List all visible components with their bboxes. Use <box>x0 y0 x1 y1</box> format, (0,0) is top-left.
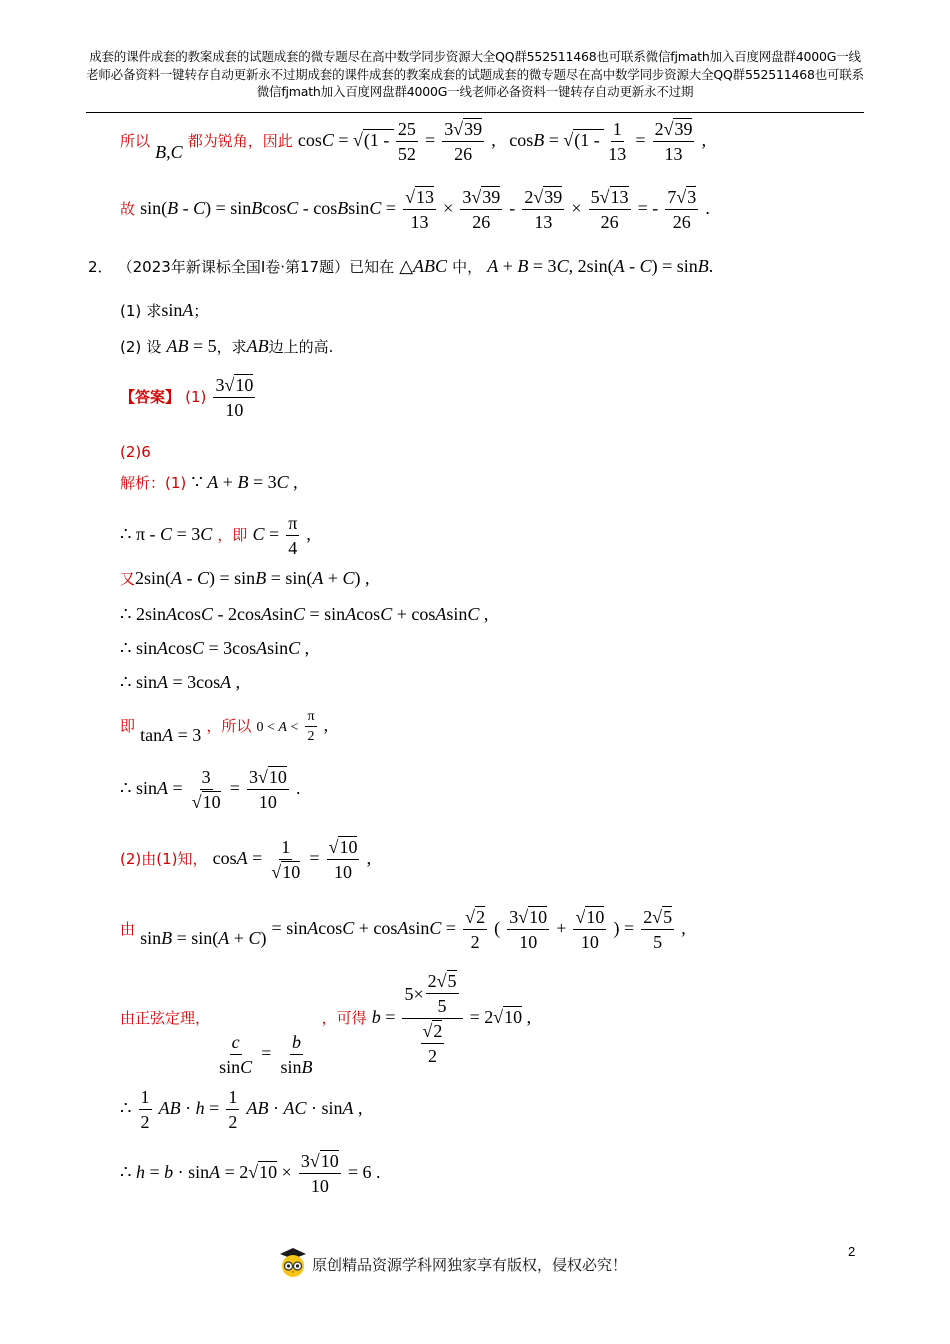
q2-text: 设 <box>146 338 162 356</box>
text-suoyi2: ，所以 <box>206 717 252 735</box>
solution-step-5: ∴ sinAcosC = 3cosAsinC , <box>120 638 310 658</box>
frac-25-52: $\frac{25}{52}$ <box>397 119 416 164</box>
text-suoyi: 所以 <box>120 132 151 150</box>
text-bc: B,C <box>155 142 183 162</box>
text-gu: 故 <box>120 200 136 218</box>
text-ji: ，即 <box>217 526 248 544</box>
text-you: 又 <box>120 570 136 588</box>
text-dou-wei-ruijiao: 都为锐角，因此 <box>187 132 293 150</box>
text-zhong: 中， <box>452 258 483 276</box>
text-zhengxian: 由正弦定理， <box>120 1009 211 1027</box>
q1-text: 求 <box>146 302 162 320</box>
question-1: (1) 求sinA； <box>120 300 209 320</box>
problem-source: （2023年新课标全国Ⅰ卷·第17题）已知在 <box>117 258 395 276</box>
answer-part2-label: (2)6 <box>120 443 151 461</box>
solution-step-3: 又2sin(A - C) = sinB = sin(A + C) , <box>120 568 370 588</box>
frac-2sqrt39-13: $\frac{2√39}{13}$ <box>654 119 693 164</box>
question-2: (2) 设 AB = 5，求AB边上的高. <box>120 336 334 356</box>
solution-step-2: ∴ π - C = 3C ，即 C = $\frac{\pi}{4}$ , <box>120 513 311 558</box>
q2-text3: 边上的高. <box>268 338 334 356</box>
scholar-owl-icon <box>276 1245 310 1279</box>
text-kede: ，可得 <box>321 1009 367 1027</box>
answer-tag: 【答案】 <box>120 388 181 406</box>
solution-step-1: 解析：(1) ∵ A + B = 3C , <box>120 472 298 492</box>
page-number: 2 <box>848 1244 856 1259</box>
answer-part1: 【答案】 (1) $\frac{3√10}{10}$ <box>120 375 254 420</box>
triangle-abc: △ABC <box>399 256 448 276</box>
q2-text2: ，求 <box>216 338 247 356</box>
solution-part2-step-5: ∴ h = b · sinA = 2√10 × $\frac{3√10}{10}$ = 6 . <box>120 1151 381 1196</box>
header-divider <box>86 112 864 113</box>
text-part2-intro: (2)由(1)知， <box>120 850 208 868</box>
text-ji2: 即 <box>120 717 136 735</box>
solution-part2-step-2: 由 sinB = sin(A + C) = sinAcosC + cosAsinC = $\frac{√2}{2}$ ( $\frac{3√10}{10}$ + $\frac{√10}{10}$ ) = $\frac{2√5}{5}$ , <box>120 907 686 952</box>
q2-label: (2) <box>120 338 142 356</box>
text-jiexi: 解析：(1) <box>120 474 187 492</box>
solution-step-6: ∴ sinA = 3cosA , <box>120 672 241 692</box>
problem-number: 2． <box>88 258 113 276</box>
solution-part2-step-4: ∴ $\frac{1}{2}$ AB · h = $\frac{1}{2}$ AB · AC · sinA , <box>120 1087 363 1132</box>
q1-tail: ； <box>193 302 209 320</box>
answer-part1-label: (1) <box>185 388 207 406</box>
frac-1-13: $\frac{1}{13}$ <box>608 119 627 164</box>
text-you2: 由 <box>120 920 136 938</box>
solution-line-cosines: 所以 B,C 都为锐角，因此 cosC = √(1 - $\frac{25}{52}$ = $\frac{3√39}{26}$ , cosB = √(1 - $\frac{1}{13}$ = $\frac{2√39}{13}$ , <box>120 119 707 164</box>
page-header: 成套的课件成套的教案成套的试题成套的微专题尽在高中数学同步资源大全QQ群552511468也可联系微信fjmath加入百度网盘群4000G一线老师必备资料一键转存自动更新永不过期成套的课件成套的教案成套的试题成套的微专题尽在高中数学同步资源大全QQ群552511468也可联系微信fjmath加入百度网盘群4000G一线老师必备资料一键转存自动更新永不过期 <box>86 49 864 99</box>
problem-2-statement: 2． （2023年新课标全国Ⅰ卷·第17题）已知在 △ABC 中， A + B = 3C, 2sin(A - C) = sinB. <box>88 256 714 276</box>
solution-line-sin-b-minus-c: 故 sin(B - C) = sinBcosC - cosBsinC = $\frac{√13}{13}$ × $\frac{3√39}{26}$ - $\frac{2√39}{13}$ × $\frac{5√13}{26}$ = - $\frac{7√3}{26}$ . <box>120 187 710 232</box>
footer-copyright: 原创精品资源学科网独家享有版权，侵权必究！ <box>312 1256 628 1274</box>
solution-part2-step-1: (2)由(1)知， cosA = $\frac{1}{√10}$ = $\frac{√10}{10}$ , <box>120 837 372 882</box>
solution-step-4: ∴ 2sinAcosC - 2cosAsinC = sinAcosC + cosAsinC , <box>120 604 489 624</box>
answer-part2 <box>120 442 151 461</box>
solution-step-8: ∴ sinA = $\frac{3}{√10}$ = $\frac{3√10}{10}$ . <box>120 767 301 812</box>
frac-3sqrt39-26: $\frac{3√39}{26}$ <box>444 119 483 164</box>
solution-step-7: 即 tanA = 3 ，所以 0 < A < $\frac{\pi}{2}$ , <box>120 709 329 745</box>
q1-label: (1) <box>120 302 142 320</box>
solution-part2-step-3: 由正弦定理， $\frac{c}{\sin C}$ = $\frac{b}{\sin B}$ ，可得 b = 5× $\frac{2√5}{5}$ $\frac{√2}{2}$ = 2√10 , <box>120 971 532 1077</box>
